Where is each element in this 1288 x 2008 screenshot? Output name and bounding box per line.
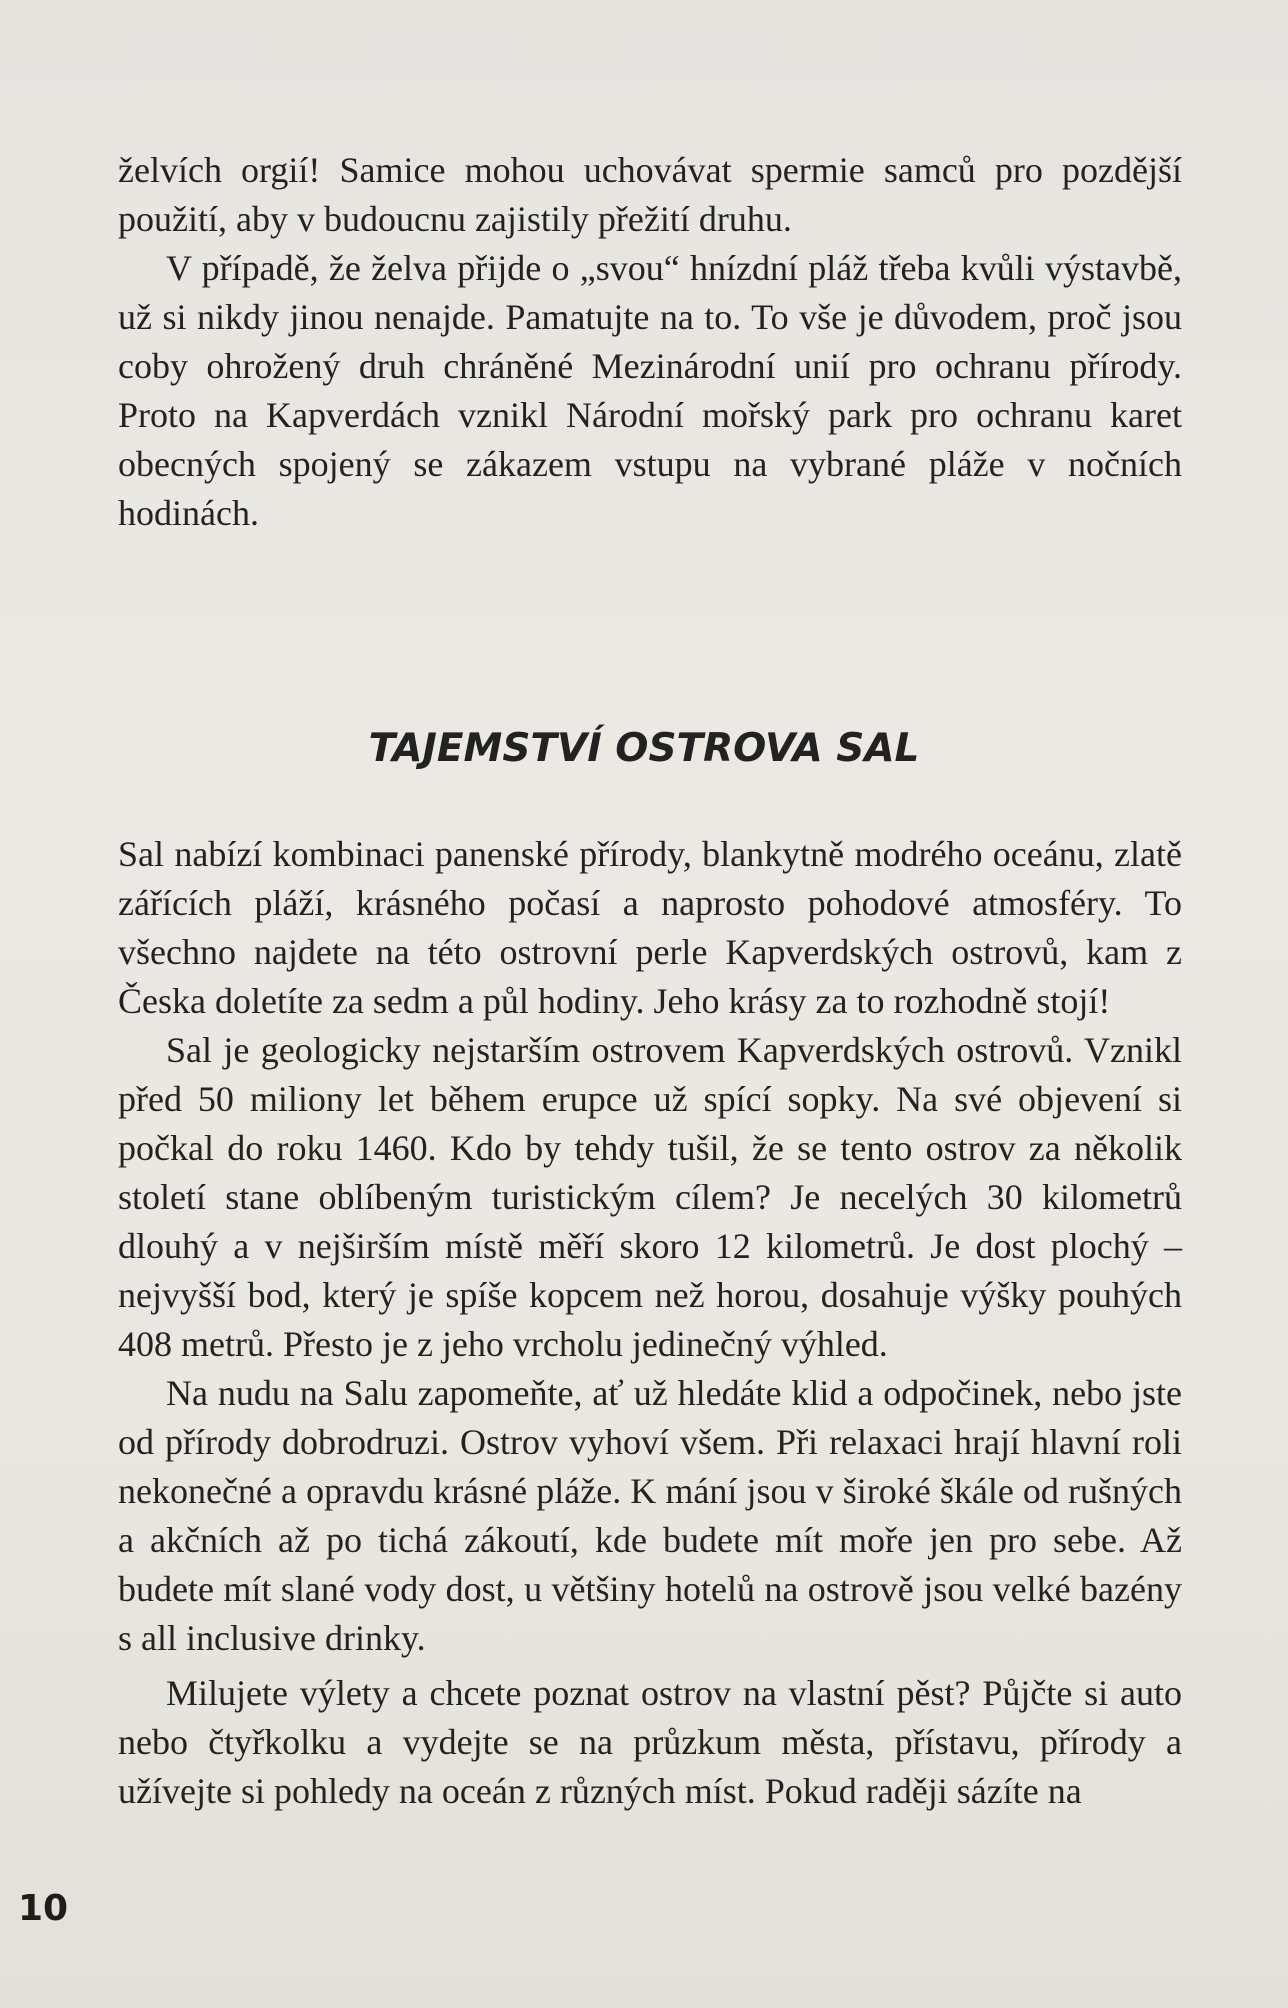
page-number: 10 bbox=[18, 1888, 69, 1929]
section-paragraph-2: Sal je geologicky nejstarším ostrovem Kapverdských ostrovů. Vznikl před 50 miliony let během erupce už spící sopky. Na své objevení si počkal do roku 1460. Kdo by tehdy tušil, že se tento ostrov za několik století stane oblíbeným turistickým cílem? Je necelých 30 kilometrů dlouhý a v nejširším místě měří skoro 12 kilometrů. Je dost plochý – nejvyšší bod, který je spíše kopcem než horou, dosahuje výšky pouhých 408 metrů. Přesto je z jeho vrcholu jedinečný výhled. bbox=[118, 1030, 1182, 1364]
intro-paragraph-1: želvích orgií! Samice mohou uchovávat spermie samců pro pozdější použití, aby v budoucnu zajistily přežití druhu. bbox=[118, 150, 1182, 239]
intro-paragraph-2: V případě, že želva přijde o „svou“ hnízdní pláž třeba kvůli výstavbě, už si nikdy jinou nenajde. Pamatujte na to. To vše je důvodem, proč jsou coby ohrožený druh chráněné Mezinárodní unií pro ochranu přírody. Proto na Kapverdách vznikl Národní mořský park pro ochranu karet obecných spojený se zákazem vstupu na vybrané pláže v nočních hodinách. bbox=[118, 248, 1182, 533]
section-paragraph-1: Sal nabízí kombinaci panenské přírody, blankytně modrého oceánu, zlatě zářících pláží, krásného počasí a naprosto pohodové atmosféry. To všechno najdete na této ostrovní perle Kapverdských ostrovů, kam z Česka doletíte za sedm a půl hodiny. Jeho krásy za to rozhodně stojí! bbox=[118, 834, 1182, 1021]
intro-text bbox=[118, 146, 1182, 538]
section-text bbox=[118, 830, 1182, 1816]
section-heading: TAJEMSTVÍ OSTROVA SAL bbox=[368, 726, 920, 771]
section-paragraph-3: Na nudu na Salu zapomeňte, ať už hledáte klid a odpočinek, nebo jste od přírody dobrodruzi. Ostrov vyhoví všem. Při relaxaci hrají hlavní roli nekonečné a opravdu krásné pláže. K mání jsou v široké škále od rušných a akčních až po tichá zákoutí, kde budete mít moře jen pro sebe. Až budete mít slané vody dost, u většiny hotelů na ostrově jsou velké bazény s all inclusive drinky. bbox=[118, 1373, 1182, 1658]
section-paragraph-4: Milujete výlety a chcete poznat ostrov na vlastní pěst? Půjčte si auto nebo čtyřkolku a vydejte se na průzkum města, přístavu, přírody a užívejte si pohledy na oceán z různých míst. Pokud raději sázíte na bbox=[118, 1673, 1182, 1811]
